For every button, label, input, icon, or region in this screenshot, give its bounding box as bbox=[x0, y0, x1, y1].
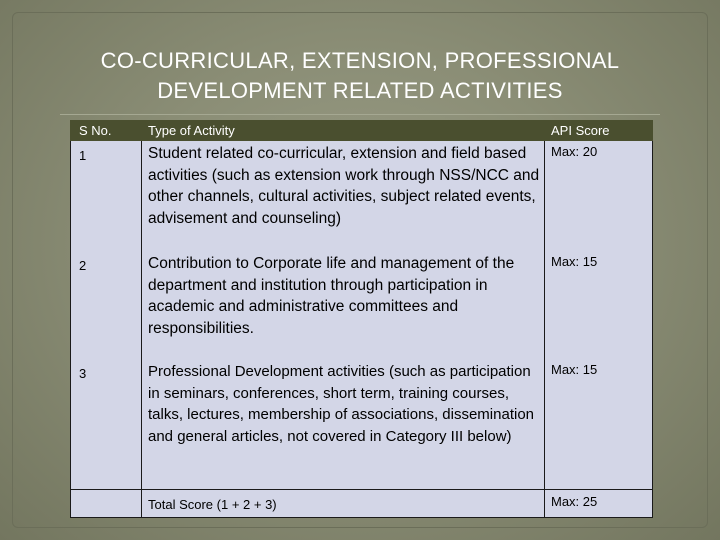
row-score: Max: 15 bbox=[545, 251, 653, 359]
header-api-score: API Score bbox=[545, 120, 653, 141]
row-sno: 3 bbox=[71, 359, 142, 489]
table-row bbox=[71, 251, 653, 359]
activities-table bbox=[70, 120, 653, 518]
table-total-row bbox=[71, 489, 653, 517]
total-sno bbox=[71, 489, 142, 517]
total-score: Max: 25 bbox=[545, 489, 653, 517]
row-score: Max: 20 bbox=[545, 141, 653, 251]
row-sno: 1 bbox=[71, 141, 142, 251]
title-line-1: CO-CURRICULAR, EXTENSION, PROFESSIONAL bbox=[100, 48, 620, 73]
header-type-of-activity: Type of Activity bbox=[142, 120, 545, 141]
slide-title bbox=[40, 46, 680, 106]
title-line-2: DEVELOPMENT RELATED ACTIVITIES bbox=[157, 78, 563, 103]
table-header-row bbox=[71, 120, 653, 141]
row-sno: 2 bbox=[71, 251, 142, 359]
header-sno: S No. bbox=[71, 120, 142, 141]
table-row bbox=[71, 359, 653, 489]
table-row bbox=[71, 141, 653, 251]
row-score: Max: 15 bbox=[545, 359, 653, 489]
row-activity: Contribution to Corporate life and management of the department and institution through participation in academic and administrative committees and responsibilities. bbox=[142, 251, 545, 359]
title-divider bbox=[60, 114, 660, 115]
total-label: Total Score (1 + 2 + 3) bbox=[142, 489, 545, 517]
row-activity: Student related co-curricular, extension and field based activities (such as extension work through NSS/NCC and other channels, cultural activities, subject related events, advisement and counseling) bbox=[142, 141, 545, 251]
row-activity: Professional Development activities (such as participation in seminars, conferences, short term, training courses, talks, lectures, membership of associations, dissemination and general articles, not covered in Category III below) bbox=[142, 359, 545, 489]
